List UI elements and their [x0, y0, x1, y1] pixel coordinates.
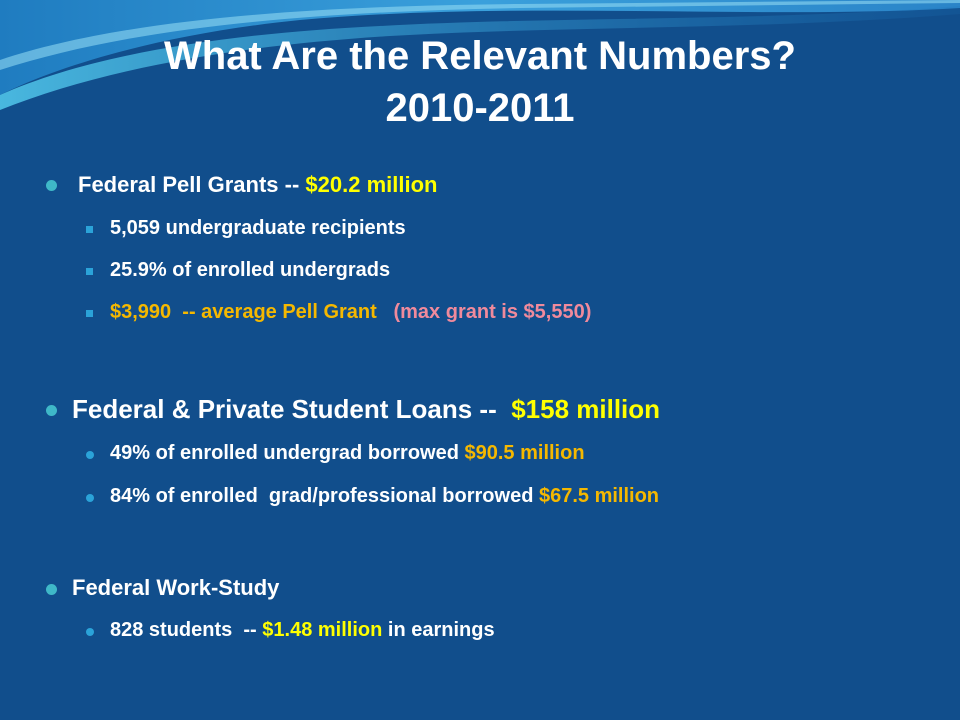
section-label: Federal Pell Grants -- [78, 172, 306, 197]
bullet-icon [46, 180, 57, 191]
list-item [110, 485, 659, 508]
item-amount: $67.5 million [538, 485, 660, 507]
title-line-2: 2010-2011 [385, 86, 575, 130]
item-text: 25.9% of enrolled undergrads [110, 259, 391, 281]
list-item [110, 259, 390, 282]
item-text: 84% of enrolled grad/professional borrowed [110, 485, 539, 507]
section-pell-grants [78, 172, 437, 198]
round-bullet-icon [86, 628, 94, 636]
item-text: 5,059 undergraduate recipients [110, 217, 406, 239]
item-highlight: $3,990 -- average Pell Grant [110, 301, 377, 323]
bullet-icon [46, 405, 57, 416]
bullet-icon [46, 584, 57, 595]
square-bullet-icon [86, 268, 93, 275]
round-bullet-icon [86, 494, 94, 502]
section-amount: $20.2 million [305, 172, 438, 197]
list-item [110, 301, 591, 324]
item-amount: $90.5 million [464, 442, 585, 464]
item-amount: $1.48 million [262, 619, 383, 641]
item-suffix: in earnings [382, 619, 495, 641]
item-text: 828 students -- [110, 619, 263, 641]
section-student-loans [72, 394, 660, 425]
section-label: Federal & Private Student Loans -- [72, 394, 512, 424]
title-line-1: What Are the Relevant Numbers? [164, 34, 796, 78]
page-title [0, 30, 960, 134]
section-work-study [72, 575, 279, 601]
round-bullet-icon [86, 451, 94, 459]
list-item [110, 217, 406, 240]
square-bullet-icon [86, 310, 93, 317]
section-amount: $158 million [511, 394, 661, 424]
section-label: Federal Work-Study [72, 575, 280, 600]
square-bullet-icon [86, 226, 93, 233]
item-text: 49% of enrolled undergrad borrowed [110, 442, 465, 464]
list-item [110, 619, 495, 642]
item-note: (max grant is $5,550) [393, 301, 592, 323]
list-item [110, 442, 585, 465]
